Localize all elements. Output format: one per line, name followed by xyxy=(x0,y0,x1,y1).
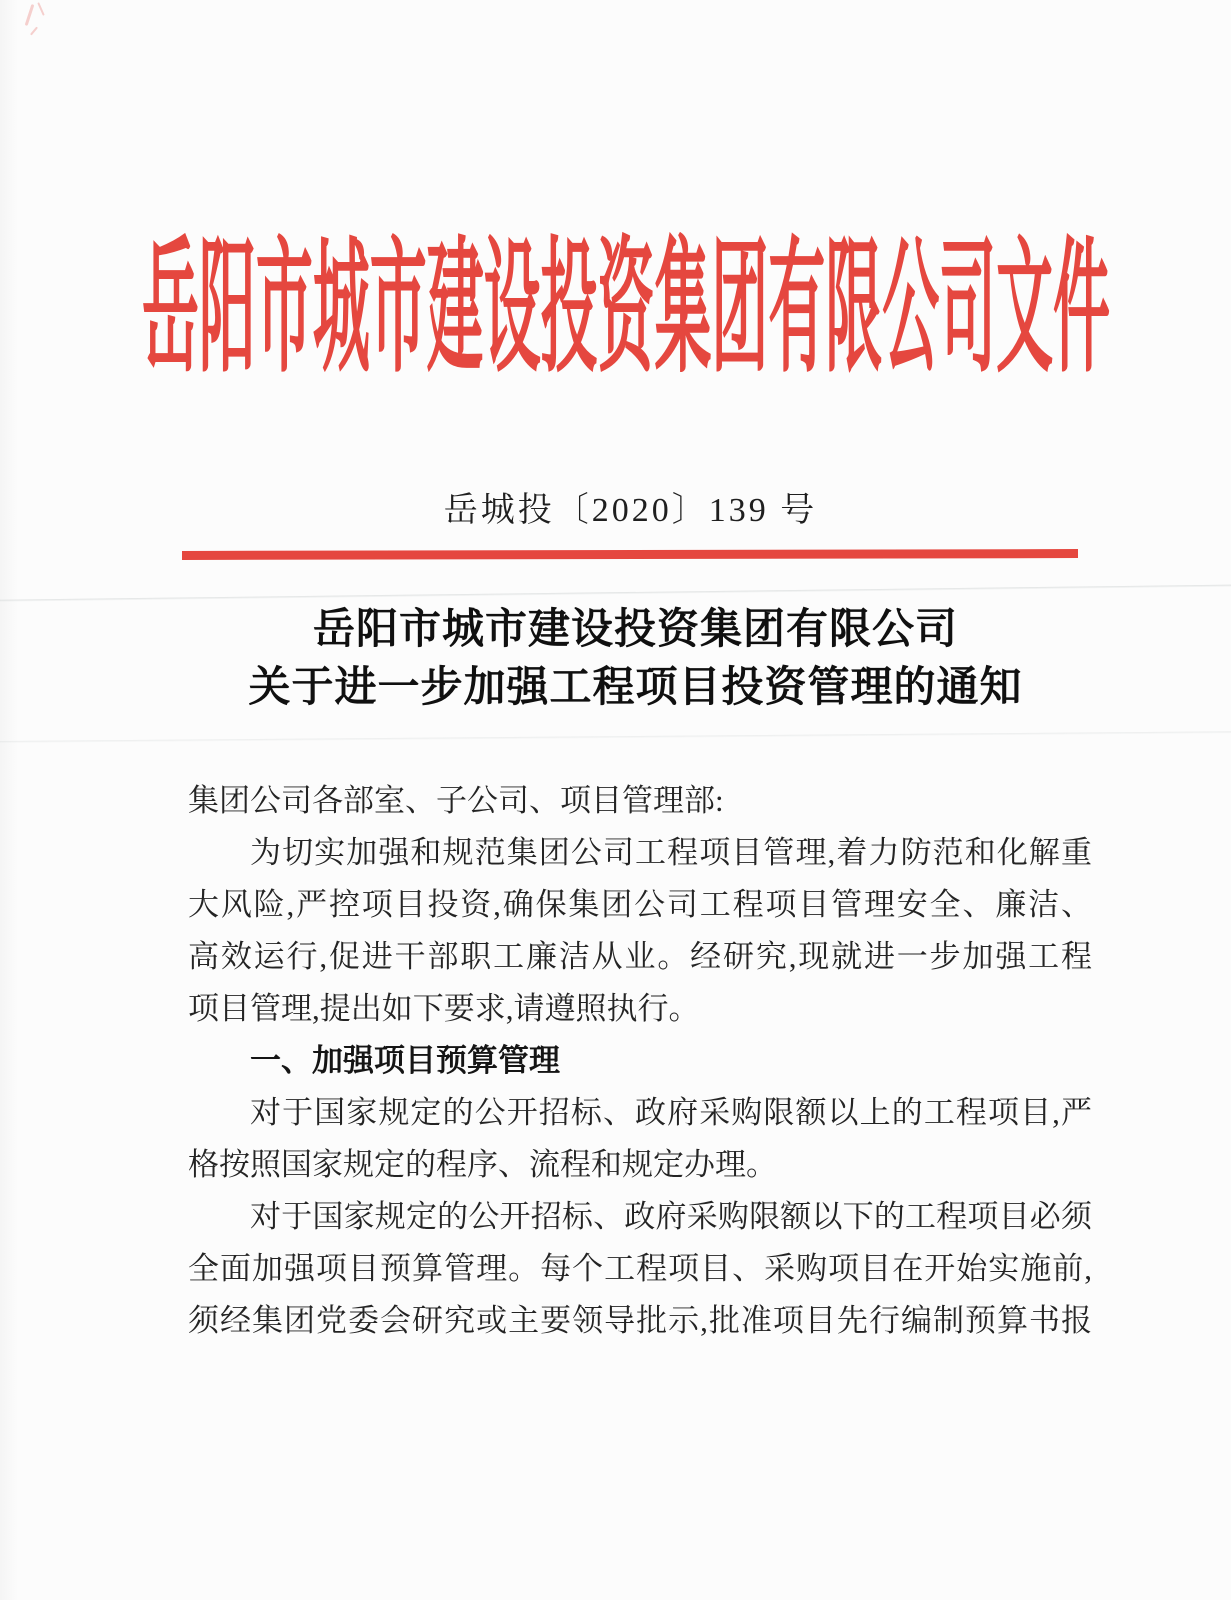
body-section-heading: 一、加强项目预算管理 xyxy=(250,1043,560,1078)
body-line: 为切实加强和规范集团公司工程项目管理,着力防范和化解重 xyxy=(250,835,1092,870)
document-number: 岳城投〔2020〕139 号 xyxy=(443,492,818,529)
body-line: 高效运行,促进干部职工廉洁从业。经研究,现就进一步加强工程 xyxy=(188,939,1092,974)
body-line: 全面加强项目预算管理。每个工程项目、采购项目在开始实施前, xyxy=(188,1251,1092,1286)
scan-smudge xyxy=(30,27,38,36)
document-body xyxy=(188,775,1092,1347)
document-title xyxy=(20,600,1231,716)
body-line: 项目管理,提出如下要求,请遵照执行。 xyxy=(188,991,700,1026)
body-line: 大风险,严控项目投资,确保集团公司工程项目管理安全、廉洁、 xyxy=(188,887,1092,922)
document-title-line2: 关于进一步加强工程项目投资管理的通知 xyxy=(248,663,1023,710)
scan-artifact-line xyxy=(0,731,1231,743)
letterhead-org-title-text: 岳阳市城市建设投资集团有限公司文件 xyxy=(141,228,1110,390)
body-salutation: 集团公司各部室、子公司、项目管理部: xyxy=(188,783,724,818)
body-line: 须经集团党委会研究或主要领导批示,批准项目先行编制预算书报 xyxy=(188,1303,1092,1338)
scan-smudge xyxy=(37,2,45,16)
body-line: 对于国家规定的公开招标、政府采购限额以下的工程项目必须 xyxy=(250,1199,1092,1234)
document-title-line1: 岳阳市城市建设投资集团有限公司 xyxy=(312,605,958,652)
letterhead-divider-rule xyxy=(182,549,1078,560)
scan-smudge xyxy=(25,4,35,26)
letterhead-org-title xyxy=(10,226,1231,392)
body-line: 对于国家规定的公开招标、政府采购限额以上的工程项目,严 xyxy=(250,1095,1092,1130)
body-line: 格按照国家规定的程序、流程和规定办理。 xyxy=(188,1147,777,1182)
